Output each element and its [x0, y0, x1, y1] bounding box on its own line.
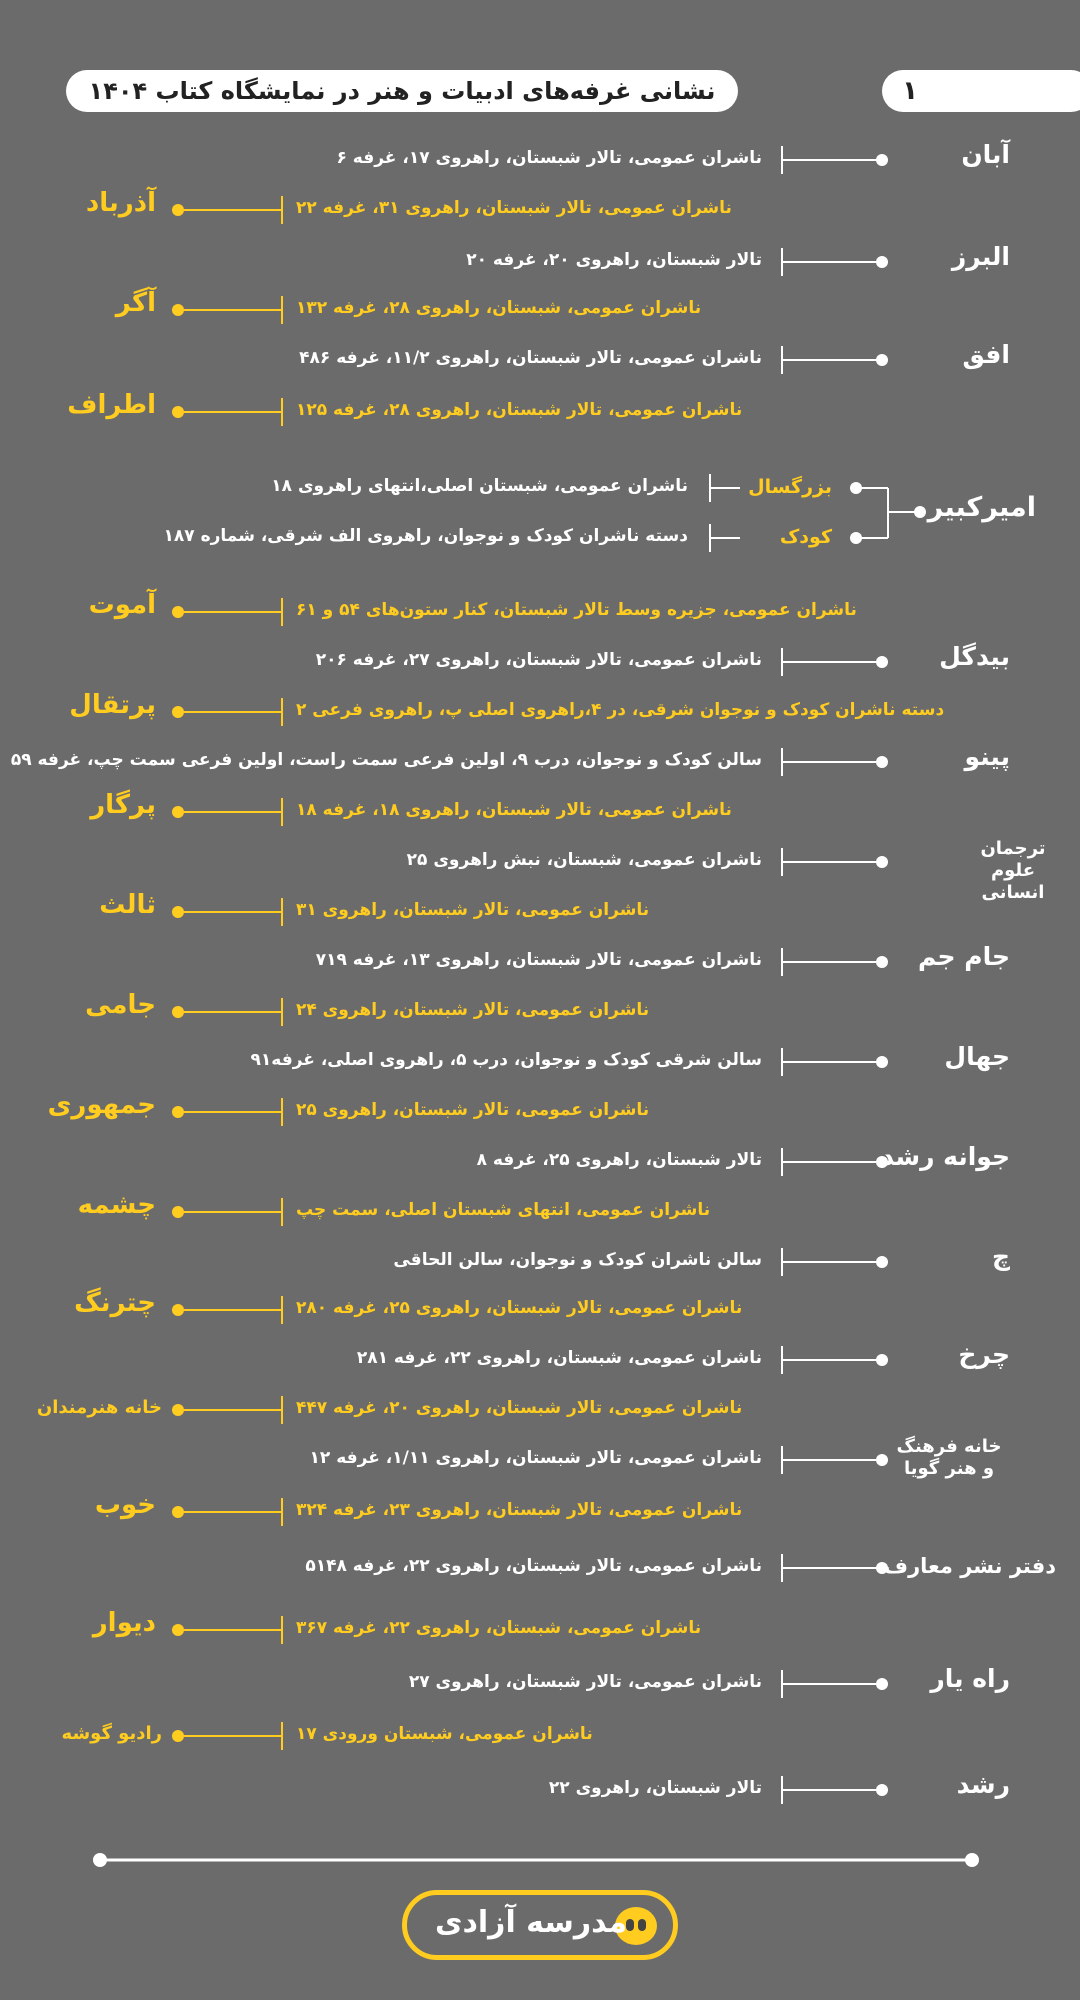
publisher-name: پینو: [964, 742, 1010, 771]
booth-address: سالن شرقی کودک و نوجوان، درب ۵، راهروی اصلی، غرفه۹۱: [250, 1050, 762, 1070]
publisher-name: ترجمان علوم انسانی: [980, 838, 1046, 903]
publisher-name: ثالث: [99, 890, 156, 920]
booth-address: ناشران عمومی، شبستان ورودی ۱۷: [296, 1724, 593, 1744]
booth-address: ناشران عمومی، تالار شبستان، راهروی ۲۲، غرفه ۵۱۴۸: [305, 1556, 762, 1576]
publisher-name: خانه هنرمندان: [36, 1397, 162, 1418]
publisher-name: چرخ: [958, 1340, 1010, 1369]
page-title: نشانی غرفه‌های ادبیات و هنر در نمایشگاه کتاب ۱۴۰۴: [66, 70, 738, 112]
publisher-name: پرگار: [90, 790, 156, 820]
branch-label: بزرگسال: [748, 476, 832, 498]
publisher-name: دیوار: [92, 1608, 156, 1638]
booth-address: ناشران عمومی، تالار شبستان، راهروی ۲۳، غرفه ۳۲۴: [296, 1500, 743, 1520]
publisher-name: جهال: [944, 1042, 1010, 1071]
logo-text: مدرسه آزادی: [435, 1905, 628, 1940]
publisher-name: چترنگ: [74, 1288, 156, 1318]
publisher-name: البرز: [951, 242, 1010, 271]
branch-label: کودک: [779, 526, 832, 548]
publisher-name: جامی: [85, 990, 156, 1020]
booth-address: ناشران عمومی، تالار شبستان، راهروی ۲۷، غرفه ۲۰۶: [315, 650, 762, 670]
booth-address: دسته ناشران کودک و نوجوان شرقی، در ۴،راهروی اصلی پ، راهروی فرعی ۲: [296, 700, 945, 720]
booth-address: ناشران عمومی، تالار شبستان، راهروی ۱/۱۱، غرفه ۱۲: [309, 1448, 762, 1468]
publisher-name: چ: [991, 1242, 1010, 1271]
publisher-name: آموت: [88, 590, 156, 620]
booth-address: ناشران عمومی، تالار شبستان، راهروی ۲۵، غرفه ۲۸۰: [296, 1298, 743, 1318]
booth-address: ناشران عمومی، تالار شبستان، راهروی ۳۱، غرفه ۲۲: [296, 198, 732, 218]
booth-address: تالار شبستان، راهروی ۲۰، غرفه ۲۰: [466, 250, 762, 270]
publisher-name: چشمه: [77, 1190, 156, 1220]
booth-address: دسته ناشران کودک و نوجوان، راهروی الف شرقی، شماره ۱۸۷: [163, 526, 688, 546]
publisher-name: راه یار: [930, 1664, 1010, 1693]
booth-address: ناشران عمومی، تالار شبستان، راهروی ۱۸، غرفه ۱۸: [296, 800, 732, 820]
publisher-name: افق: [962, 340, 1010, 369]
publisher-name: جمهوری: [47, 1090, 156, 1120]
booth-address: ناشران عمومی، تالار شبستان، راهروی ۲۸، غرفه ۱۲۵: [296, 400, 743, 420]
booth-address: ناشران عمومی، شبستان، راهروی ۲۲، غرفه ۲۸۱: [356, 1348, 762, 1368]
publisher-name: جوانه رشد: [881, 1142, 1010, 1171]
booth-address: ناشران عمومی، تالار شبستان، راهروی ۲۵: [296, 1100, 650, 1120]
booth-address: ناشران عمومی، تالار شبستان، راهروی ۱۳، غرفه ۷۱۹: [315, 950, 762, 970]
booth-address: ناشران عمومی، انتهای شبستان اصلی، سمت چپ: [296, 1200, 711, 1220]
booth-address: ناشران عمومی، تالار شبستان، راهروی ۲۰، غرفه ۴۴۷: [296, 1398, 743, 1418]
publisher-name: رادیو گوشه: [61, 1723, 162, 1744]
booth-address: ناشران عمومی، تالار شبستان، راهروی ۳۱: [296, 900, 650, 920]
booth-address: ناشران عمومی، تالار شبستان، راهروی ۲۴: [296, 1000, 650, 1020]
publisher-name: جام جم: [917, 942, 1010, 971]
publisher-name: امیرکبیر: [927, 492, 1036, 523]
booth-address: ناشران عمومی، تالار شبستان، راهروی ۱۱/۲، غرفه ۴۸۶: [299, 348, 762, 368]
booth-address: ناشران عمومی، تالار شبستان، راهروی ۱۷، غرفه ۶: [336, 148, 762, 168]
booth-address: ناشران عمومی، شبستان، راهروی ۲۸، غرفه ۱۳۲: [296, 298, 702, 318]
booth-address: تالار شبستان، راهروی ۲۲: [548, 1778, 762, 1798]
publisher-name: اطراف: [67, 390, 156, 420]
publisher-name: خوب: [94, 1490, 156, 1520]
booth-address: سالن ناشران کودک و نوجوان، سالن الحاقی: [393, 1250, 762, 1270]
booth-address: ناشران عمومی، شبستان اصلی،انتهای راهروی ۱۸: [271, 476, 688, 496]
publisher-name: بیدگل: [939, 642, 1010, 671]
brand-logo: [402, 1890, 678, 1960]
publisher-name: آگر: [115, 288, 156, 318]
publisher-name: آذرباد: [85, 188, 156, 218]
booth-address: سالن کودک و نوجوان، درب ۹، اولین فرعی سمت راست، اولین فرعی سمت چپ، غرفه ۵۹: [10, 750, 762, 770]
booth-address: ناشران عمومی، شبستان، نبش راهروی ۲۵: [406, 850, 762, 870]
publisher-name: دفتر نشر معارف: [883, 1554, 1056, 1578]
page-number: ۱: [902, 76, 918, 106]
bottom-divider: [0, 1850, 1080, 1870]
publisher-name: رشد: [956, 1770, 1010, 1799]
publisher-name: آبان: [961, 140, 1010, 169]
publisher-name: خانه فرهنگ و هنر گویا: [896, 1436, 1002, 1479]
booth-address: تالار شبستان، راهروی ۲۵، غرفه ۸: [476, 1150, 762, 1170]
booth-address: ناشران عمومی، جزیره وسط تالار شبستان، کنار ستون‌های ۵۴ و ۶۱: [296, 600, 857, 620]
publisher-name: پرتقال: [69, 690, 156, 720]
booth-address: ناشران عمومی، تالار شبستان، راهروی ۲۷: [408, 1672, 762, 1692]
booth-address: ناشران عمومی، شبستان، راهروی ۲۲، غرفه ۳۶۷: [296, 1618, 702, 1638]
